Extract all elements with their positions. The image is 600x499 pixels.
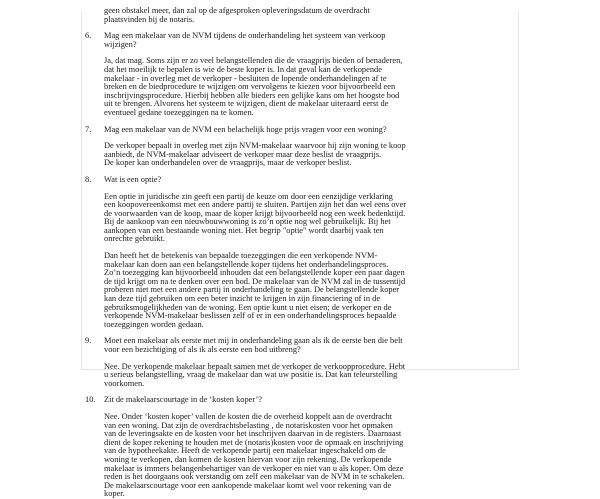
spacer (82, 405, 520, 413)
faq-item (82, 176, 520, 330)
question-line: voor een bezichtiging of als ik als eerste een bod uitbreng? (104, 345, 301, 354)
faq-item (82, 396, 520, 499)
text-line: plaatsvinden bij de notaris. (104, 14, 195, 24)
answer-line: makelaar is immers belangenbehartiger van de verkoper en niet van u als koper. Om deze (104, 463, 404, 473)
answer-line: u serieus belangstelling, vraag de makelaar dan wat uw positie is. Dat kan teleurstelling (104, 370, 398, 380)
answer-line: koper. (104, 489, 125, 499)
answer-line: Nee. De verkopende makelaar bepaalt samen met de verkoper de verkoopprocedure. Hebt (104, 361, 406, 371)
answer-line: voorkomen. (104, 378, 145, 388)
question-line: Zit de makelaarscourtage in de ‘kosten koper’? (104, 395, 262, 405)
answer-line: Een optie in juridische zin geeft een partij de keuze om door een eenzijdige verklaring (104, 191, 393, 201)
answer-line: makelaar - in overleg met de verkoper - besluiten de lopende onderhandelingen af te (104, 73, 387, 83)
faq-item (82, 337, 520, 388)
faq-number: 9. (85, 336, 92, 346)
answer-line: proberen niet met een andere partij in onderhandeling te gaan. De belangstellende koper (104, 285, 400, 295)
answer-line: een koopovereenkomst met een andere partij te sluiten. Partijen zijn het dan wel eens over (104, 200, 407, 210)
answer-line: gebruiksmogelijkheden van de woning. Een optie kunt u niet eisen; de verkoper en de (104, 302, 392, 312)
faq-number: 7. (85, 124, 92, 134)
faq-question (104, 176, 512, 185)
answer-line: Nee. Onder ‘kosten koper’ vallen de kosten die de overheid koppelt aan de overdracht (104, 411, 393, 421)
answer-line: De verkoper bepaalt in overleg met zijn NVM-makelaar waarvoor hij zijn woning te koop (104, 141, 406, 151)
text-line: geen obstakel meer, dan zal op de afgesproken opleveringsdatum de overdracht (104, 6, 370, 15)
intro-paragraph (104, 7, 512, 24)
question-line: Wat is een optie? (104, 174, 162, 184)
faq-answer-paragraph (104, 413, 512, 499)
answer-line: woning te verkopen, dan komen de kosten hiervan voor zijn rekening. De verkopende (104, 454, 392, 464)
answer-line: makelaar kan doen aan een belangstellende koper tijdens het onderhandelingsproces. (104, 259, 389, 269)
document-content (82, 7, 520, 499)
faq-answer-paragraph (104, 57, 512, 117)
answer-line: De makelaarscourtage voor een aankopende makelaar komt wel voor rekening van de (104, 480, 392, 490)
answer-line: Ja, dat mag. Soms zijn er zo veel belangstellenden die de vraagprijs bieden of benaderen, (104, 56, 403, 66)
faq-item (82, 32, 520, 117)
answer-line: verkopende NVM-makelaar beslissen zelf of er in een onderhandelingsproces bepaalde (104, 311, 397, 321)
faq-answer-paragraph (104, 252, 512, 329)
answer-line: kan deze tijd gebruiken om een beter inzicht te krijgen in zijn financiering of in de (104, 294, 381, 304)
answer-line: Zo’n toezegging kan bijvoorbeeld inhouden dat een belangstellende koper een paar dagen (104, 268, 405, 278)
faq-answer-paragraph (104, 193, 512, 245)
answer-line: van een woning. Dat zijn de overdrachtsbelasting , de notariskosten voor het opmaken (104, 420, 393, 430)
answer-line: eventueel gedane toezeggingen na te komen. (104, 107, 254, 117)
question-line: Mag een makelaar van de NVM tijdens de onderhandeling het systeem van verkoop (104, 31, 386, 41)
answer-line: Bij de aankoop van een nieuwbouwwoning is zo’n optie nog wel gebruikelijk. Bij het (104, 217, 391, 227)
answer-line: dat het moeilijk te bepalen is wie de beste koper is. In dat geval kan de verkopende (104, 64, 382, 74)
faq-number: 8. (85, 174, 92, 184)
answer-line: breken en de biedprocedure te wijzigen om vervolgens te kiezen voor bijvoorbeeld een (104, 82, 396, 92)
answer-line: reden is het doorgaans ook verstandig om zelf een makelaar van de NVM in te schakelen. (104, 472, 405, 482)
answer-line: aankopen van een bestaande woning niet. Het begrip "optie" wordt daarbij vaak ten (104, 225, 384, 235)
answer-line: van de hypotheekakte. Heeft de verkopende partij een makelaar ingeschakeld om de (104, 446, 386, 456)
answer-line: toezeggingen worden gedaan. (104, 319, 204, 329)
faq-question (104, 337, 512, 354)
faq-question (104, 126, 512, 135)
faq-question (104, 32, 512, 49)
answer-line: De koper kan onderhandelen over de vraagprijs, maar de verkoper beslist. (104, 158, 352, 168)
question-line: Mag een makelaar van de NVM een belachelijk hoge prijs vragen voor een woning? (104, 124, 387, 134)
faq-number: 10. (85, 395, 96, 405)
answer-line: van de leveringsakte en de kosten voor het inschrijven daarvan in de registers. Daarnaast (104, 429, 402, 439)
answer-line: de tijd krijgt om na te denken over een bod. De makelaar van de NVM zal in de tussentijd (104, 276, 406, 286)
faq-answer-paragraph (104, 363, 512, 389)
faq-number: 6. (85, 31, 92, 41)
answer-line: inschrijvingsprocedure. Hierbij hebben alle bieders een gelijke kans om het hoogste bod (104, 90, 400, 100)
question-line: wijzigen? (104, 39, 137, 49)
answer-line: aanbiedt, de NVM-makelaar adviseert de verkoper maar deze beslist de vraagprijs. (104, 149, 382, 159)
question-line: Moet een makelaar als eerste met mij in onderhandeling gaan als ik de eerste ben die belt (104, 336, 403, 346)
faq-question (104, 396, 512, 405)
answer-line: de voorwaarden van de koop, maar de koper krijgt bijvoorbeeld nog een week bedenktijd. (104, 208, 406, 218)
answer-line: dient de koper rekening te houden met de (notaris)kosten voor de opmaak en inschrijving (104, 437, 404, 447)
answer-line: Dan heeft het de betekenis van bepaalde toezeggingen die een verkopende NVM- (104, 251, 378, 261)
document-page (81, 6, 519, 499)
faq-answer-paragraph (104, 142, 512, 168)
answer-line: uit te brengen. Alvorens het systeem te wijzigen, dient de makelaar uiteraard eerst de (104, 99, 389, 109)
answer-line: onrechte gebruikt. (104, 234, 165, 244)
faq-item (82, 126, 520, 168)
